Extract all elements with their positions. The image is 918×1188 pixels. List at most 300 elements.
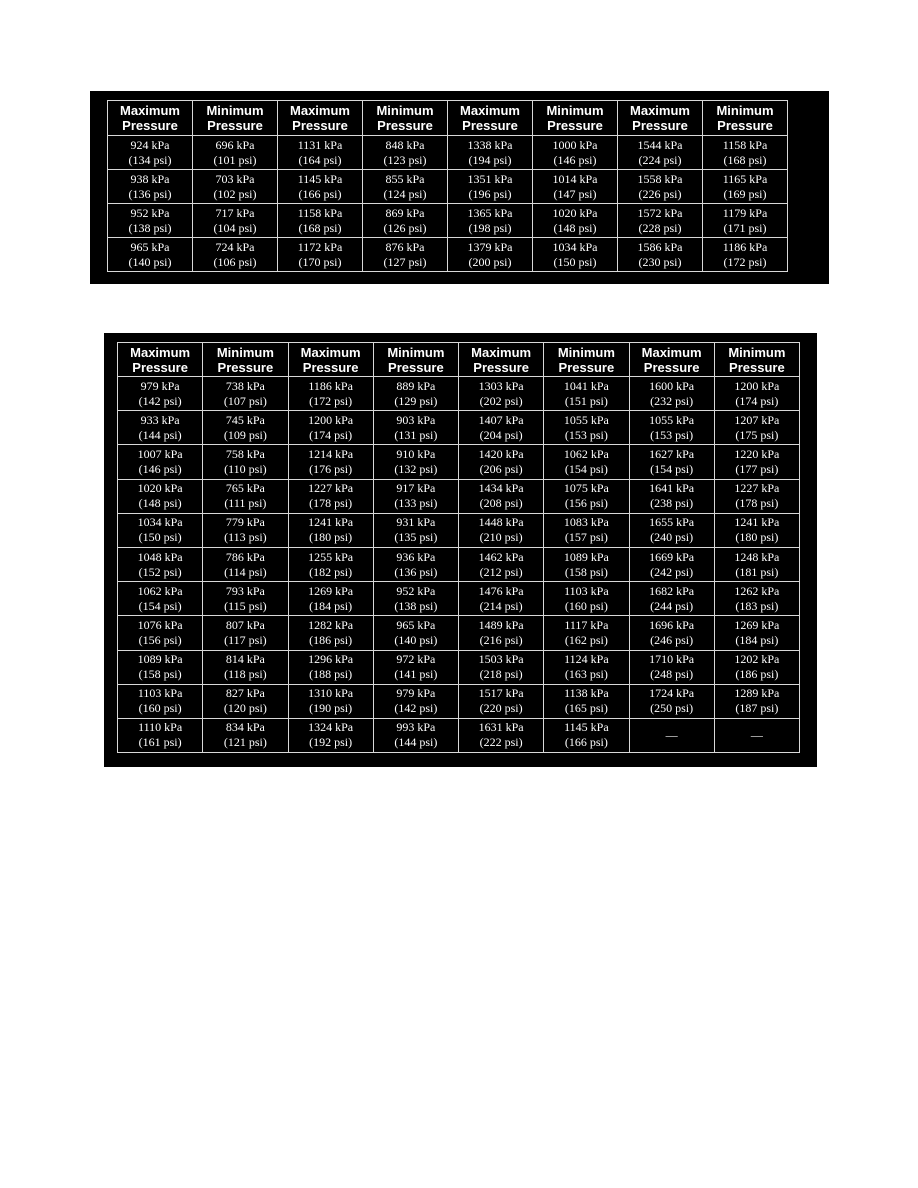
psi-value: (144 psi) xyxy=(138,427,182,442)
psi-value: (148 psi) xyxy=(553,220,597,235)
table-header xyxy=(108,101,788,136)
kpa-value: 1544 kPa xyxy=(637,137,683,152)
pressure-cell xyxy=(118,445,203,479)
kpa-value: 1489 kPa xyxy=(478,617,524,632)
psi-value: (154 psi) xyxy=(564,461,608,476)
psi-value: (161 psi) xyxy=(138,735,182,750)
kpa-value: 1145 kPa xyxy=(564,720,609,735)
kpa-value: 1269 kPa xyxy=(734,617,780,632)
kpa-value: 1186 kPa xyxy=(722,239,768,254)
kpa-value: 1220 kPa xyxy=(734,446,780,461)
pressure-cell xyxy=(288,479,373,513)
pressure-cell xyxy=(373,582,458,616)
kpa-value: 1020 kPa xyxy=(137,481,183,496)
pressure-cell xyxy=(629,582,714,616)
kpa-value: 1641 kPa xyxy=(649,481,695,496)
pressure-table-2 xyxy=(117,342,800,753)
table-row xyxy=(108,204,788,238)
pressure-cell xyxy=(203,547,288,581)
header-maximum-pressure: Maximum Pressure xyxy=(629,343,714,377)
header-maximum-pressure: Maximum Pressure xyxy=(288,343,373,377)
psi-value: (160 psi) xyxy=(138,701,182,716)
kpa-value: 1407 kPa xyxy=(478,412,524,427)
pressure-cell xyxy=(118,616,203,650)
psi-value: (169 psi) xyxy=(723,186,767,201)
kpa-value: 814 kPa xyxy=(225,652,265,667)
kpa-value: 1055 kPa xyxy=(649,412,695,427)
psi-value: (154 psi) xyxy=(650,461,694,476)
pressure-cell xyxy=(459,616,544,650)
table-row xyxy=(118,547,800,581)
table-row xyxy=(118,616,800,650)
psi-value: (232 psi) xyxy=(650,393,694,408)
kpa-value: 1076 kPa xyxy=(137,617,183,632)
psi-value: (153 psi) xyxy=(650,427,694,442)
kpa-value: 1179 kPa xyxy=(722,205,768,220)
psi-value: (136 psi) xyxy=(394,564,438,579)
kpa-value: 1255 kPa xyxy=(308,549,354,564)
kpa-value: 979 kPa xyxy=(396,686,436,701)
kpa-value: 1434 kPa xyxy=(478,481,524,496)
pressure-cell xyxy=(618,136,703,170)
pressure-cell xyxy=(118,547,203,581)
pressure-cell xyxy=(714,718,799,752)
kpa-value: 1014 kPa xyxy=(552,171,598,186)
psi-value: (148 psi) xyxy=(138,496,182,511)
psi-value: (182 psi) xyxy=(309,564,353,579)
psi-value: (123 psi) xyxy=(383,152,427,167)
table-row xyxy=(118,479,800,513)
kpa-value: 1724 kPa xyxy=(649,686,695,701)
pressure-cell xyxy=(203,411,288,445)
header-maximum-pressure: Maximum Pressure xyxy=(618,101,703,136)
kpa-value: 1083 kPa xyxy=(563,515,609,530)
pressure-cell xyxy=(618,204,703,238)
kpa-value: 1420 kPa xyxy=(478,446,524,461)
psi-value: (196 psi) xyxy=(468,186,512,201)
psi-value: (202 psi) xyxy=(479,393,523,408)
pressure-cell xyxy=(714,616,799,650)
kpa-value: 917 kPa xyxy=(396,481,436,496)
table-row xyxy=(118,513,800,547)
pressure-cell xyxy=(459,718,544,752)
kpa-value: 1214 kPa xyxy=(308,446,354,461)
kpa-value: 696 kPa xyxy=(215,137,255,152)
kpa-value: 1241 kPa xyxy=(308,515,354,530)
pressure-cell xyxy=(203,582,288,616)
pressure-cell xyxy=(373,377,458,411)
psi-value: (129 psi) xyxy=(394,393,438,408)
table-header xyxy=(118,343,800,377)
kpa-value: 1710 kPa xyxy=(649,652,695,667)
pressure-cell xyxy=(288,445,373,479)
psi-value: (174 psi) xyxy=(735,393,779,408)
kpa-value: 1055 kPa xyxy=(563,412,609,427)
psi-value: (134 psi) xyxy=(128,152,172,167)
table-row xyxy=(118,650,800,684)
pressure-cell xyxy=(629,547,714,581)
pressure-cell xyxy=(533,204,618,238)
pressure-cell xyxy=(459,547,544,581)
kpa-value: 807 kPa xyxy=(225,617,265,632)
kpa-value: 834 kPa xyxy=(225,720,265,735)
kpa-value: 965 kPa xyxy=(130,239,170,254)
kpa-value: 1089 kPa xyxy=(137,652,183,667)
psi-value: (141 psi) xyxy=(394,667,438,682)
pressure-cell xyxy=(373,718,458,752)
kpa-value: 1631 kPa xyxy=(478,720,524,735)
psi-value: (121 psi) xyxy=(223,735,267,750)
pressure-cell xyxy=(363,136,448,170)
kpa-value: 1158 kPa xyxy=(722,137,768,152)
kpa-value: 936 kPa xyxy=(396,549,436,564)
pressure-cell xyxy=(714,547,799,581)
kpa-value: 1627 kPa xyxy=(649,446,695,461)
pressure-cell xyxy=(193,238,278,272)
pressure-cell xyxy=(618,238,703,272)
psi-value: (157 psi) xyxy=(564,530,608,545)
psi-value: (124 psi) xyxy=(383,186,427,201)
psi-value: (242 psi) xyxy=(650,564,694,579)
psi-value: (200 psi) xyxy=(468,254,512,269)
kpa-value: 1572 kPa xyxy=(637,205,683,220)
kpa-value: 1200 kPa xyxy=(308,412,354,427)
pressure-cell xyxy=(373,479,458,513)
pressure-cell xyxy=(203,445,288,479)
kpa-value: 1655 kPa xyxy=(649,515,695,530)
psi-value: (208 psi) xyxy=(479,496,523,511)
pressure-cell xyxy=(203,479,288,513)
pressure-cell xyxy=(373,411,458,445)
kpa-value: 1448 kPa xyxy=(478,515,524,530)
psi-value: (165 psi) xyxy=(564,701,608,716)
kpa-value: 1227 kPa xyxy=(734,481,780,496)
kpa-value: 965 kPa xyxy=(396,617,436,632)
kpa-value: 1586 kPa xyxy=(637,239,683,254)
pressure-cell xyxy=(203,616,288,650)
psi-value: (164 psi) xyxy=(298,152,342,167)
pressure-cell xyxy=(544,684,629,718)
psi-value: (220 psi) xyxy=(479,701,523,716)
psi-value: (212 psi) xyxy=(479,564,523,579)
psi-value: (178 psi) xyxy=(735,496,779,511)
pressure-cell xyxy=(193,136,278,170)
pressure-cell xyxy=(118,479,203,513)
table-row xyxy=(118,377,800,411)
psi-value: (175 psi) xyxy=(735,427,779,442)
kpa-value: 1145 kPa xyxy=(297,171,343,186)
pressure-cell xyxy=(288,547,373,581)
pressure-cell xyxy=(459,377,544,411)
psi-value: (166 psi) xyxy=(298,186,342,201)
table-row xyxy=(118,718,800,752)
psi-value: (176 psi) xyxy=(309,461,353,476)
psi-value: (109 psi) xyxy=(223,427,267,442)
psi-value: (104 psi) xyxy=(213,220,257,235)
psi-value: (118 psi) xyxy=(224,667,267,682)
psi-value: (181 psi) xyxy=(735,564,779,579)
kpa-value: 1696 kPa xyxy=(649,617,695,632)
kpa-value: 1600 kPa xyxy=(649,378,695,393)
pressure-cell xyxy=(278,170,363,204)
kpa-value: 1262 kPa xyxy=(734,583,780,598)
table-row xyxy=(108,238,788,272)
kpa-value: 910 kPa xyxy=(396,446,436,461)
kpa-value: 1669 kPa xyxy=(649,549,695,564)
psi-value: (184 psi) xyxy=(309,598,353,613)
psi-value: (172 psi) xyxy=(309,393,353,408)
pressure-cell xyxy=(278,204,363,238)
kpa-value: 1248 kPa xyxy=(734,549,780,564)
pressure-cell xyxy=(714,650,799,684)
pressure-cell xyxy=(108,204,193,238)
pressure-cell xyxy=(533,136,618,170)
psi-value: (153 psi) xyxy=(564,427,608,442)
psi-value: (171 psi) xyxy=(723,220,767,235)
psi-value: (150 psi) xyxy=(138,530,182,545)
kpa-value: 869 kPa xyxy=(385,205,425,220)
psi-value: (214 psi) xyxy=(479,598,523,613)
psi-value: (218 psi) xyxy=(479,667,523,682)
kpa-value: 1158 kPa xyxy=(297,205,343,220)
kpa-value: 952 kPa xyxy=(130,205,170,220)
pressure-cell xyxy=(108,238,193,272)
pressure-cell xyxy=(373,684,458,718)
psi-value: (226 psi) xyxy=(638,186,682,201)
kpa-value: 786 kPa xyxy=(225,549,265,564)
kpa-value: 952 kPa xyxy=(396,583,436,598)
psi-value: (147 psi) xyxy=(553,186,597,201)
psi-value: (126 psi) xyxy=(383,220,427,235)
kpa-value: 724 kPa xyxy=(215,239,255,254)
psi-value: (160 psi) xyxy=(564,598,608,613)
header-minimum-pressure: Minimum Pressure xyxy=(714,343,799,377)
kpa-value: 933 kPa xyxy=(140,412,180,427)
psi-value: (150 psi) xyxy=(553,254,597,269)
psi-value: (120 psi) xyxy=(223,701,267,716)
psi-value: (140 psi) xyxy=(128,254,172,269)
kpa-value: 1338 kPa xyxy=(467,137,513,152)
psi-value: (142 psi) xyxy=(394,701,438,716)
pressure-cell xyxy=(629,718,714,752)
pressure-cell xyxy=(714,377,799,411)
psi-value: (224 psi) xyxy=(638,152,682,167)
pressure-table-panel-1 xyxy=(90,91,829,284)
pressure-cell xyxy=(118,513,203,547)
pressure-cell xyxy=(459,445,544,479)
pressure-cell xyxy=(278,136,363,170)
pressure-cell xyxy=(533,170,618,204)
pressure-cell xyxy=(203,684,288,718)
psi-value: (204 psi) xyxy=(479,427,523,442)
pressure-cell xyxy=(459,411,544,445)
psi-value: (131 psi) xyxy=(394,427,438,442)
psi-value: (188 psi) xyxy=(309,667,353,682)
kpa-value: 1296 kPa xyxy=(308,652,354,667)
kpa-value: — xyxy=(665,727,678,742)
kpa-value: 1138 kPa xyxy=(564,686,609,701)
pressure-cell xyxy=(544,479,629,513)
kpa-value: 738 kPa xyxy=(225,378,265,393)
pressure-cell xyxy=(203,650,288,684)
pressure-cell xyxy=(363,238,448,272)
pressure-cell xyxy=(118,650,203,684)
kpa-value: 1172 kPa xyxy=(297,239,343,254)
pressure-cell xyxy=(459,650,544,684)
pressure-cell xyxy=(629,650,714,684)
header-minimum-pressure: Minimum Pressure xyxy=(373,343,458,377)
psi-value: (142 psi) xyxy=(138,393,182,408)
kpa-value: 1282 kPa xyxy=(308,617,354,632)
pressure-cell xyxy=(544,445,629,479)
psi-value: (172 psi) xyxy=(723,254,767,269)
psi-value: (151 psi) xyxy=(564,393,608,408)
psi-value: (246 psi) xyxy=(650,632,694,647)
pressure-cell xyxy=(448,204,533,238)
pressure-cell xyxy=(203,513,288,547)
table-row xyxy=(118,445,800,479)
header-minimum-pressure: Minimum Pressure xyxy=(533,101,618,136)
kpa-value: 1503 kPa xyxy=(478,652,524,667)
kpa-value: 931 kPa xyxy=(396,515,436,530)
kpa-value: 1041 kPa xyxy=(563,378,609,393)
pressure-cell xyxy=(703,136,788,170)
psi-value: (194 psi) xyxy=(468,152,512,167)
pressure-cell xyxy=(459,582,544,616)
kpa-value: 1186 kPa xyxy=(308,378,353,393)
table-body xyxy=(118,377,800,753)
pressure-cell xyxy=(544,718,629,752)
header-maximum-pressure: Maximum Pressure xyxy=(108,101,193,136)
pressure-cell xyxy=(118,582,203,616)
pressure-cell xyxy=(288,411,373,445)
pressure-cell xyxy=(203,377,288,411)
pressure-cell xyxy=(703,204,788,238)
kpa-value: 827 kPa xyxy=(225,686,265,701)
kpa-value: 1048 kPa xyxy=(137,549,183,564)
kpa-value: 1124 kPa xyxy=(564,652,609,667)
kpa-value: 1062 kPa xyxy=(563,446,609,461)
psi-value: (186 psi) xyxy=(735,667,779,682)
kpa-value: 1303 kPa xyxy=(478,378,524,393)
pressure-cell xyxy=(288,650,373,684)
pressure-cell xyxy=(544,547,629,581)
psi-value: (136 psi) xyxy=(128,186,172,201)
kpa-value: 1007 kPa xyxy=(137,446,183,461)
pressure-cell xyxy=(629,411,714,445)
psi-value: (140 psi) xyxy=(394,632,438,647)
pressure-cell xyxy=(118,411,203,445)
pressure-cell xyxy=(118,377,203,411)
psi-value: (177 psi) xyxy=(735,461,779,476)
psi-value: (183 psi) xyxy=(735,598,779,613)
header-maximum-pressure: Maximum Pressure xyxy=(448,101,533,136)
kpa-value: 924 kPa xyxy=(130,137,170,152)
pressure-cell xyxy=(373,513,458,547)
psi-value: (146 psi) xyxy=(553,152,597,167)
pressure-cell xyxy=(714,411,799,445)
psi-value: (152 psi) xyxy=(138,564,182,579)
psi-value: (198 psi) xyxy=(468,220,512,235)
psi-value: (158 psi) xyxy=(138,667,182,682)
kpa-value: 1103 kPa xyxy=(564,583,609,598)
kpa-value: 1310 kPa xyxy=(308,686,354,701)
kpa-value: 717 kPa xyxy=(215,205,255,220)
pressure-cell xyxy=(618,170,703,204)
kpa-value: 1075 kPa xyxy=(563,481,609,496)
pressure-cell xyxy=(714,582,799,616)
pressure-cell xyxy=(544,616,629,650)
pressure-cell xyxy=(288,616,373,650)
kpa-value: 765 kPa xyxy=(225,481,265,496)
pressure-cell xyxy=(363,204,448,238)
kpa-value: 1131 kPa xyxy=(297,137,343,152)
kpa-value: 972 kPa xyxy=(396,652,436,667)
psi-value: (156 psi) xyxy=(564,496,608,511)
psi-value: (146 psi) xyxy=(138,461,182,476)
psi-value: (192 psi) xyxy=(309,735,353,750)
kpa-value: 1227 kPa xyxy=(308,481,354,496)
kpa-value: 793 kPa xyxy=(225,583,265,598)
table-body xyxy=(108,136,788,272)
psi-value: (166 psi) xyxy=(564,735,608,750)
pressure-cell xyxy=(448,170,533,204)
pressure-cell xyxy=(544,582,629,616)
psi-value: (244 psi) xyxy=(650,598,694,613)
pressure-cell xyxy=(373,445,458,479)
pressure-cell xyxy=(278,238,363,272)
psi-value: (210 psi) xyxy=(479,530,523,545)
psi-value: (132 psi) xyxy=(394,461,438,476)
pressure-cell xyxy=(288,684,373,718)
pressure-cell xyxy=(118,718,203,752)
pressure-cell xyxy=(629,616,714,650)
psi-value: (250 psi) xyxy=(650,701,694,716)
pressure-cell xyxy=(703,238,788,272)
table-row xyxy=(108,136,788,170)
psi-value: (206 psi) xyxy=(479,461,523,476)
psi-value: (174 psi) xyxy=(309,427,353,442)
psi-value: (180 psi) xyxy=(309,530,353,545)
kpa-value: 876 kPa xyxy=(385,239,425,254)
psi-value: (135 psi) xyxy=(394,530,438,545)
table-row xyxy=(118,411,800,445)
kpa-value: 1324 kPa xyxy=(308,720,354,735)
kpa-value: 1103 kPa xyxy=(137,686,183,701)
kpa-value: 903 kPa xyxy=(396,412,436,427)
psi-value: (216 psi) xyxy=(479,632,523,647)
pressure-cell xyxy=(108,170,193,204)
psi-value: (114 psi) xyxy=(224,564,267,579)
pressure-cell xyxy=(629,684,714,718)
header-minimum-pressure: Minimum Pressure xyxy=(193,101,278,136)
psi-value: (248 psi) xyxy=(650,667,694,682)
kpa-value: 1000 kPa xyxy=(552,137,598,152)
psi-value: (240 psi) xyxy=(650,530,694,545)
pressure-cell xyxy=(533,238,618,272)
pressure-cell xyxy=(193,170,278,204)
kpa-value: 1034 kPa xyxy=(137,515,183,530)
kpa-value: 1117 kPa xyxy=(564,617,609,632)
kpa-value: 745 kPa xyxy=(225,412,265,427)
kpa-value: 1365 kPa xyxy=(467,205,513,220)
kpa-value: 1558 kPa xyxy=(637,171,683,186)
header-maximum-pressure: Maximum Pressure xyxy=(118,343,203,377)
kpa-value: 1202 kPa xyxy=(734,652,780,667)
pressure-cell xyxy=(459,479,544,513)
kpa-value: 1207 kPa xyxy=(734,412,780,427)
psi-value: (238 psi) xyxy=(650,496,694,511)
